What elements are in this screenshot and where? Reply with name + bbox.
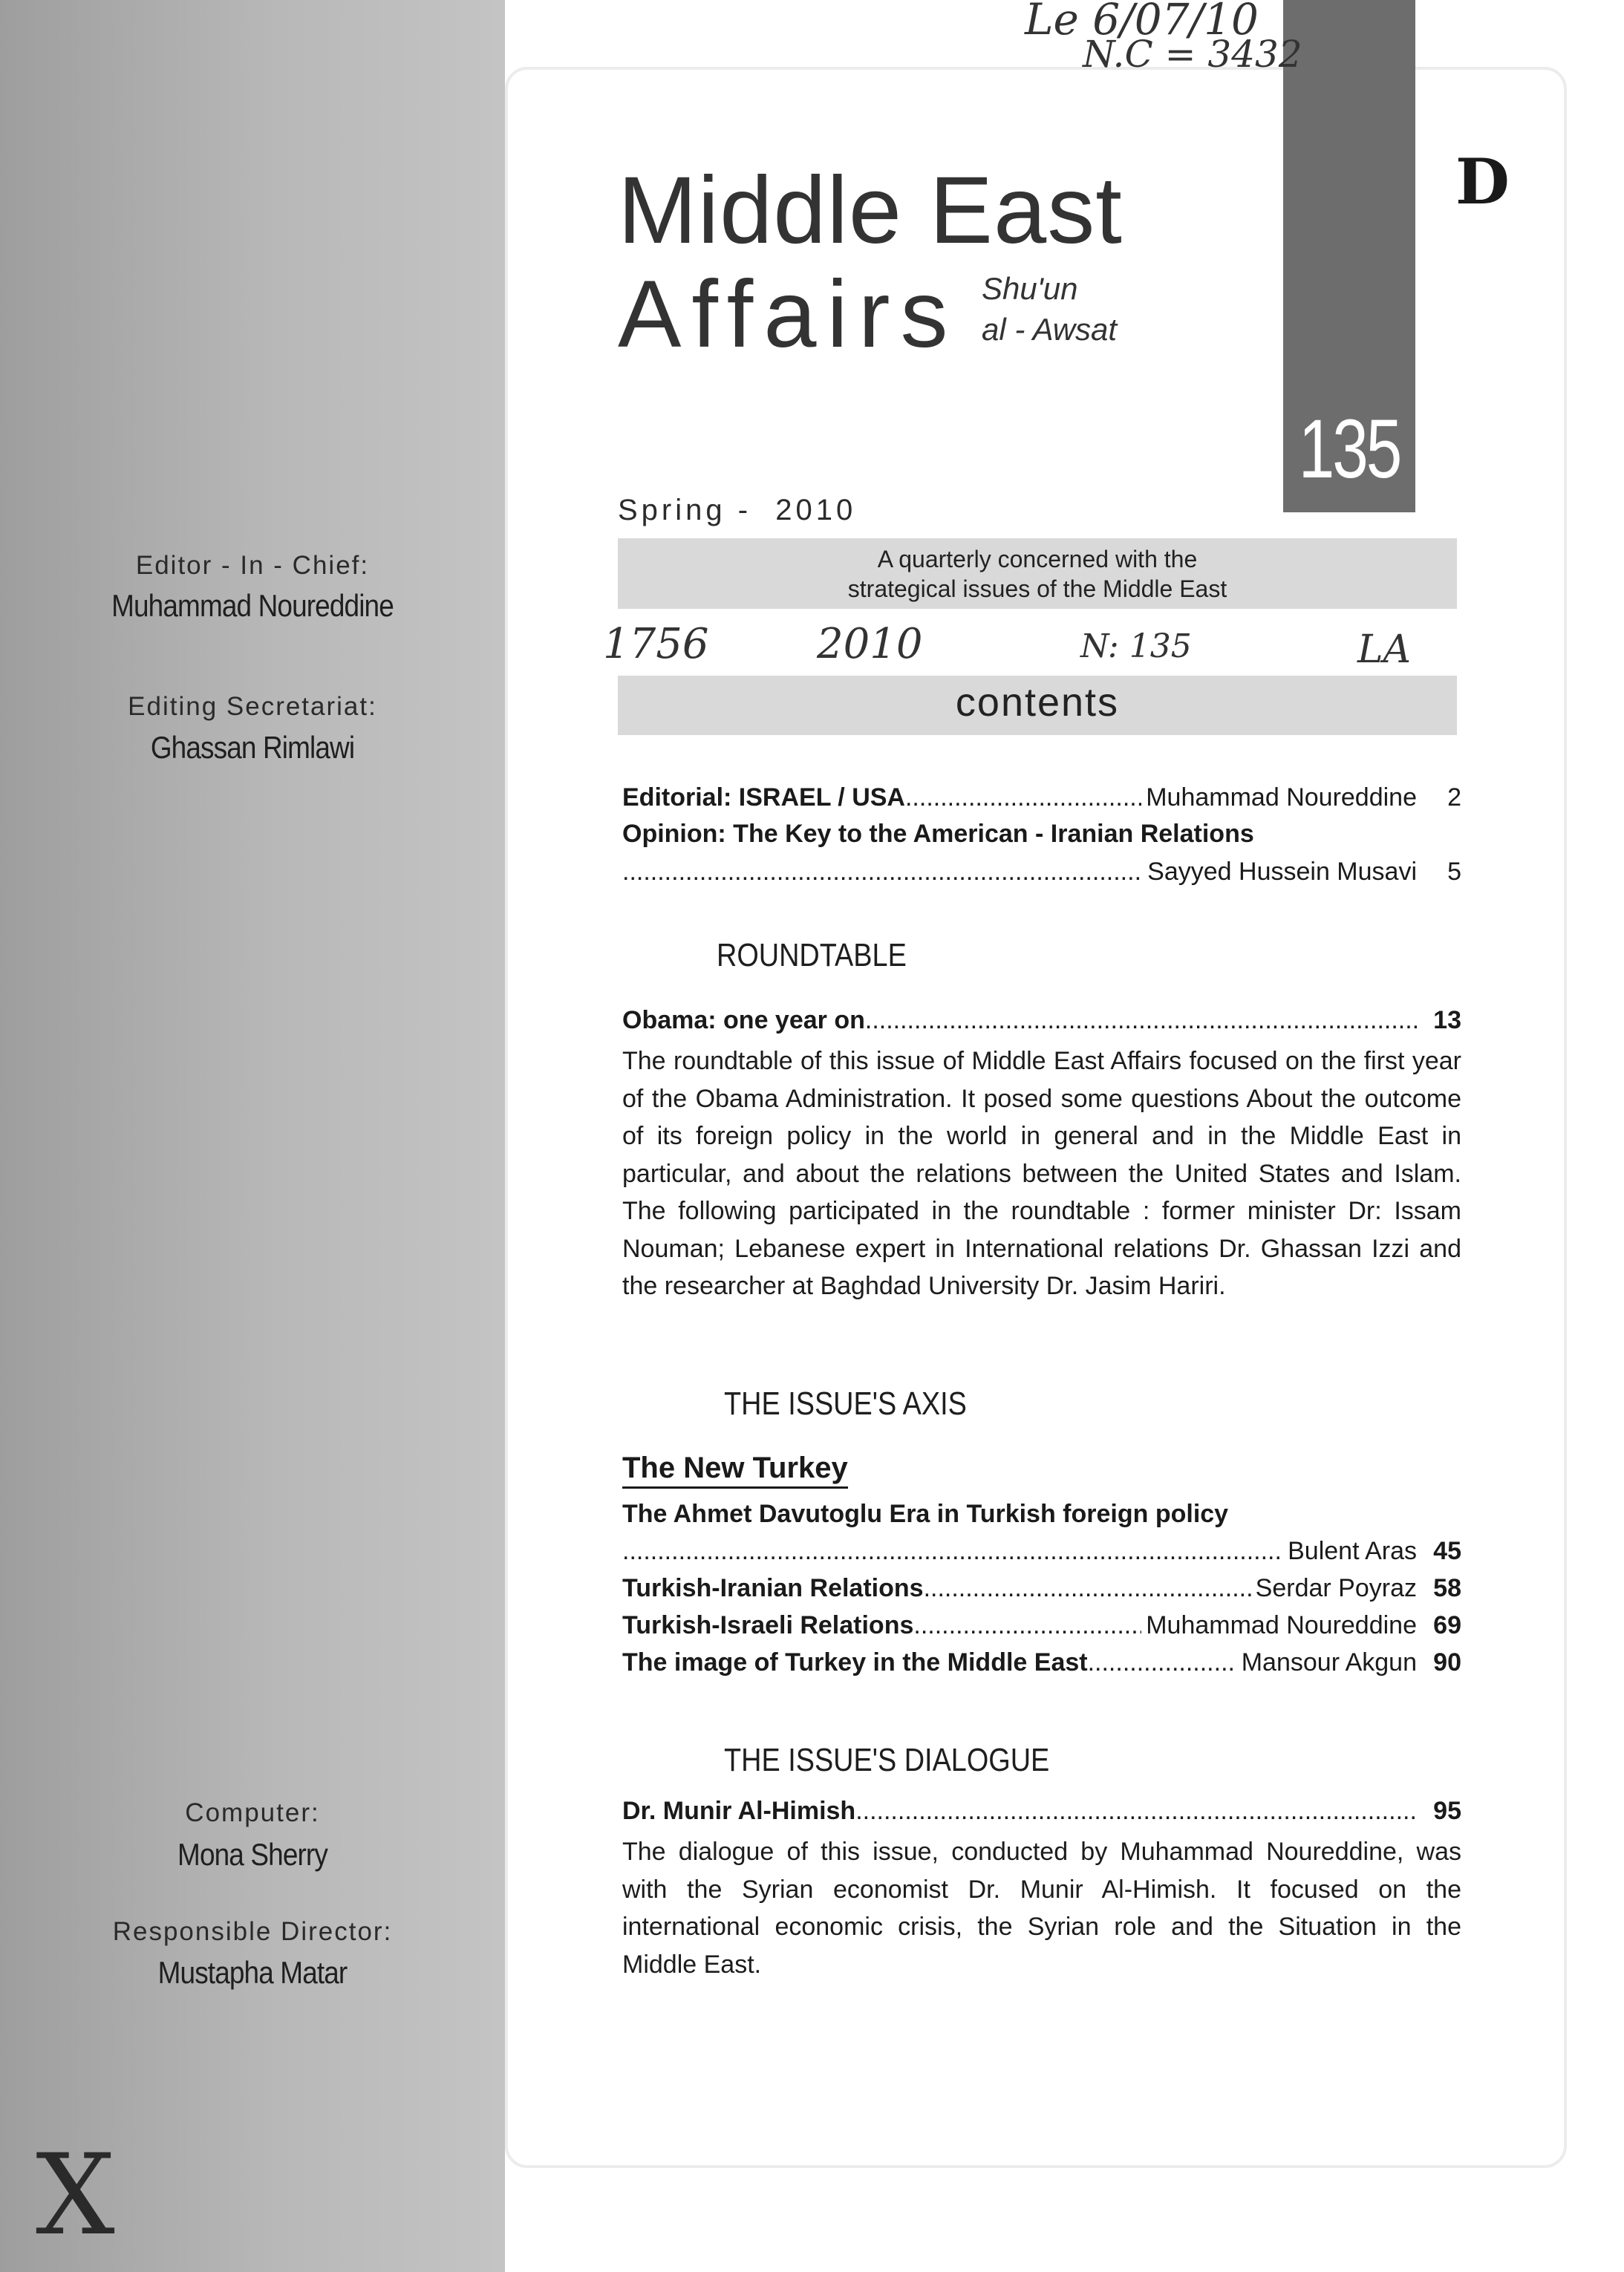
toc-row-axis-item bbox=[622, 1574, 1461, 1603]
toc-title: The Ahmet Davutoglu Era in Turkish foreign policy bbox=[622, 1500, 1229, 1528]
credit-label-secretariat: Editing Secretariat: bbox=[128, 692, 377, 721]
toc-leader bbox=[905, 783, 1141, 812]
credit-name-computer: Mona Sherry bbox=[177, 1837, 327, 1872]
magazine-title-line1: Middle East bbox=[618, 157, 1123, 264]
tagline-line1: A quarterly concerned with the bbox=[877, 546, 1198, 572]
axis-subheading: The New Turkey bbox=[622, 1452, 848, 1489]
toc-leader bbox=[855, 1797, 1417, 1826]
handwritten-note-3: N: 135 bbox=[1080, 627, 1192, 665]
toc-page: 45 bbox=[1433, 1537, 1461, 1565]
toc-row-editorial bbox=[622, 783, 1461, 812]
toc-leader bbox=[913, 1611, 1141, 1640]
toc-page: 95 bbox=[1433, 1797, 1461, 1825]
toc-page: 69 bbox=[1433, 1611, 1461, 1639]
toc-title: Turkish-Israeli Relations bbox=[622, 1611, 914, 1639]
toc-page: 90 bbox=[1433, 1648, 1461, 1677]
toc-author: Mansour Akgun bbox=[1241, 1648, 1417, 1677]
toc-page: 58 bbox=[1433, 1574, 1461, 1602]
handwritten-note-4: LA bbox=[1357, 627, 1412, 672]
toc-page: 5 bbox=[1447, 858, 1461, 886]
toc-row-opinion bbox=[622, 858, 1461, 887]
toc-leader bbox=[622, 858, 1143, 887]
toc-row-axis-item bbox=[622, 1648, 1461, 1677]
toc-leader bbox=[622, 1537, 1283, 1566]
toc-row-axis-first bbox=[622, 1537, 1461, 1566]
toc-title: The image of Turkey in the Middle East bbox=[622, 1648, 1088, 1677]
handwritten-date: Le 6/07/10 bbox=[1025, 0, 1259, 45]
section-heading-dialogue: THE ISSUE'S DIALOGUE bbox=[724, 1742, 1050, 1778]
credit-label-editor: Editor - In - Chief: bbox=[135, 551, 370, 580]
credit-name-editor: Muhammad Noureddine bbox=[111, 588, 394, 623]
credit-name-director: Mustapha Matar bbox=[157, 1955, 348, 1990]
toc-title: Editorial: ISRAEL / USA bbox=[622, 783, 905, 812]
toc-leader bbox=[1088, 1648, 1237, 1677]
toc-row-opinion-title bbox=[622, 820, 1461, 849]
magazine-subtitle-line2: al - Awsat bbox=[982, 312, 1118, 347]
toc-title: Opinion: The Key to the American - Iranian Relations bbox=[622, 820, 1254, 848]
toc-leader bbox=[924, 1574, 1251, 1603]
roundtable-description: The roundtable of this issue of Middle East Affairs focused on the first year of the Obama Administration. It posed some questions About the outcome of its foreign policy in the world in general and in the Middle East in particular, and about the relations between the United States and Islam. The following participated in the roundtable : former minister Dr: Issam Nouman; Lebanese expert in International relations Dr. Ghassan Izzi and the researcher at Baghdad University Dr. Jasim Hariri. bbox=[622, 1047, 1461, 1300]
section-heading-roundtable: ROUNDTABLE bbox=[717, 937, 907, 973]
toc-author: Muhammad Noureddine bbox=[1146, 1611, 1417, 1639]
toc-title: Dr. Munir Al-Himish bbox=[622, 1797, 856, 1825]
magazine-title-line2: Affairs bbox=[618, 261, 959, 368]
handwritten-catalog-number: N.C = 3432 bbox=[1083, 33, 1302, 76]
toc-title: Obama: one year on bbox=[622, 1006, 865, 1034]
section-heading-axis: THE ISSUE'S AXIS bbox=[724, 1385, 967, 1422]
handwritten-bottom-mark: X bbox=[36, 2131, 115, 2260]
issue-number: 135 bbox=[1298, 402, 1400, 495]
toc-author: Serdar Poyraz bbox=[1255, 1574, 1417, 1602]
issue-season: Spring - 2010 bbox=[618, 494, 857, 526]
toc-author: Bulent Aras bbox=[1288, 1537, 1417, 1565]
toc-title: Turkish-Iranian Relations bbox=[622, 1574, 924, 1602]
toc-row-axis-first-title bbox=[622, 1500, 1461, 1529]
toc-row-roundtable bbox=[622, 1006, 1461, 1035]
toc-leader bbox=[865, 1006, 1417, 1035]
handwritten-note-1: 1756 bbox=[603, 620, 709, 668]
toc-page: 2 bbox=[1447, 783, 1461, 812]
credit-label-computer: Computer: bbox=[185, 1798, 320, 1827]
credit-name-secretariat: Ghassan Rimlawi bbox=[150, 730, 355, 765]
toc-page: 13 bbox=[1433, 1006, 1461, 1034]
magazine-subtitle-line1: Shu'un bbox=[982, 271, 1078, 306]
toc-author: Sayyed Hussein Musavi bbox=[1147, 858, 1417, 886]
toc-row-dialogue bbox=[622, 1797, 1461, 1826]
tagline-line2: strategical issues of the Middle East bbox=[847, 575, 1227, 602]
dialogue-description: The dialogue of this issue, conducted by Muhammad Noureddine, was with the Syrian economist Dr. Munir Al-Himish. It focused on the international economic crisis, the Syrian role and the Situation in the Middle East. bbox=[622, 1838, 1461, 1979]
handwritten-corner-mark: D bbox=[1455, 145, 1510, 218]
toc-row-axis-item bbox=[622, 1611, 1461, 1640]
toc-author: Muhammad Noureddine bbox=[1146, 783, 1417, 812]
handwritten-note-2: 2010 bbox=[817, 620, 923, 668]
contents-title: contents bbox=[955, 680, 1120, 725]
credit-label-director: Responsible Director: bbox=[112, 1917, 393, 1946]
